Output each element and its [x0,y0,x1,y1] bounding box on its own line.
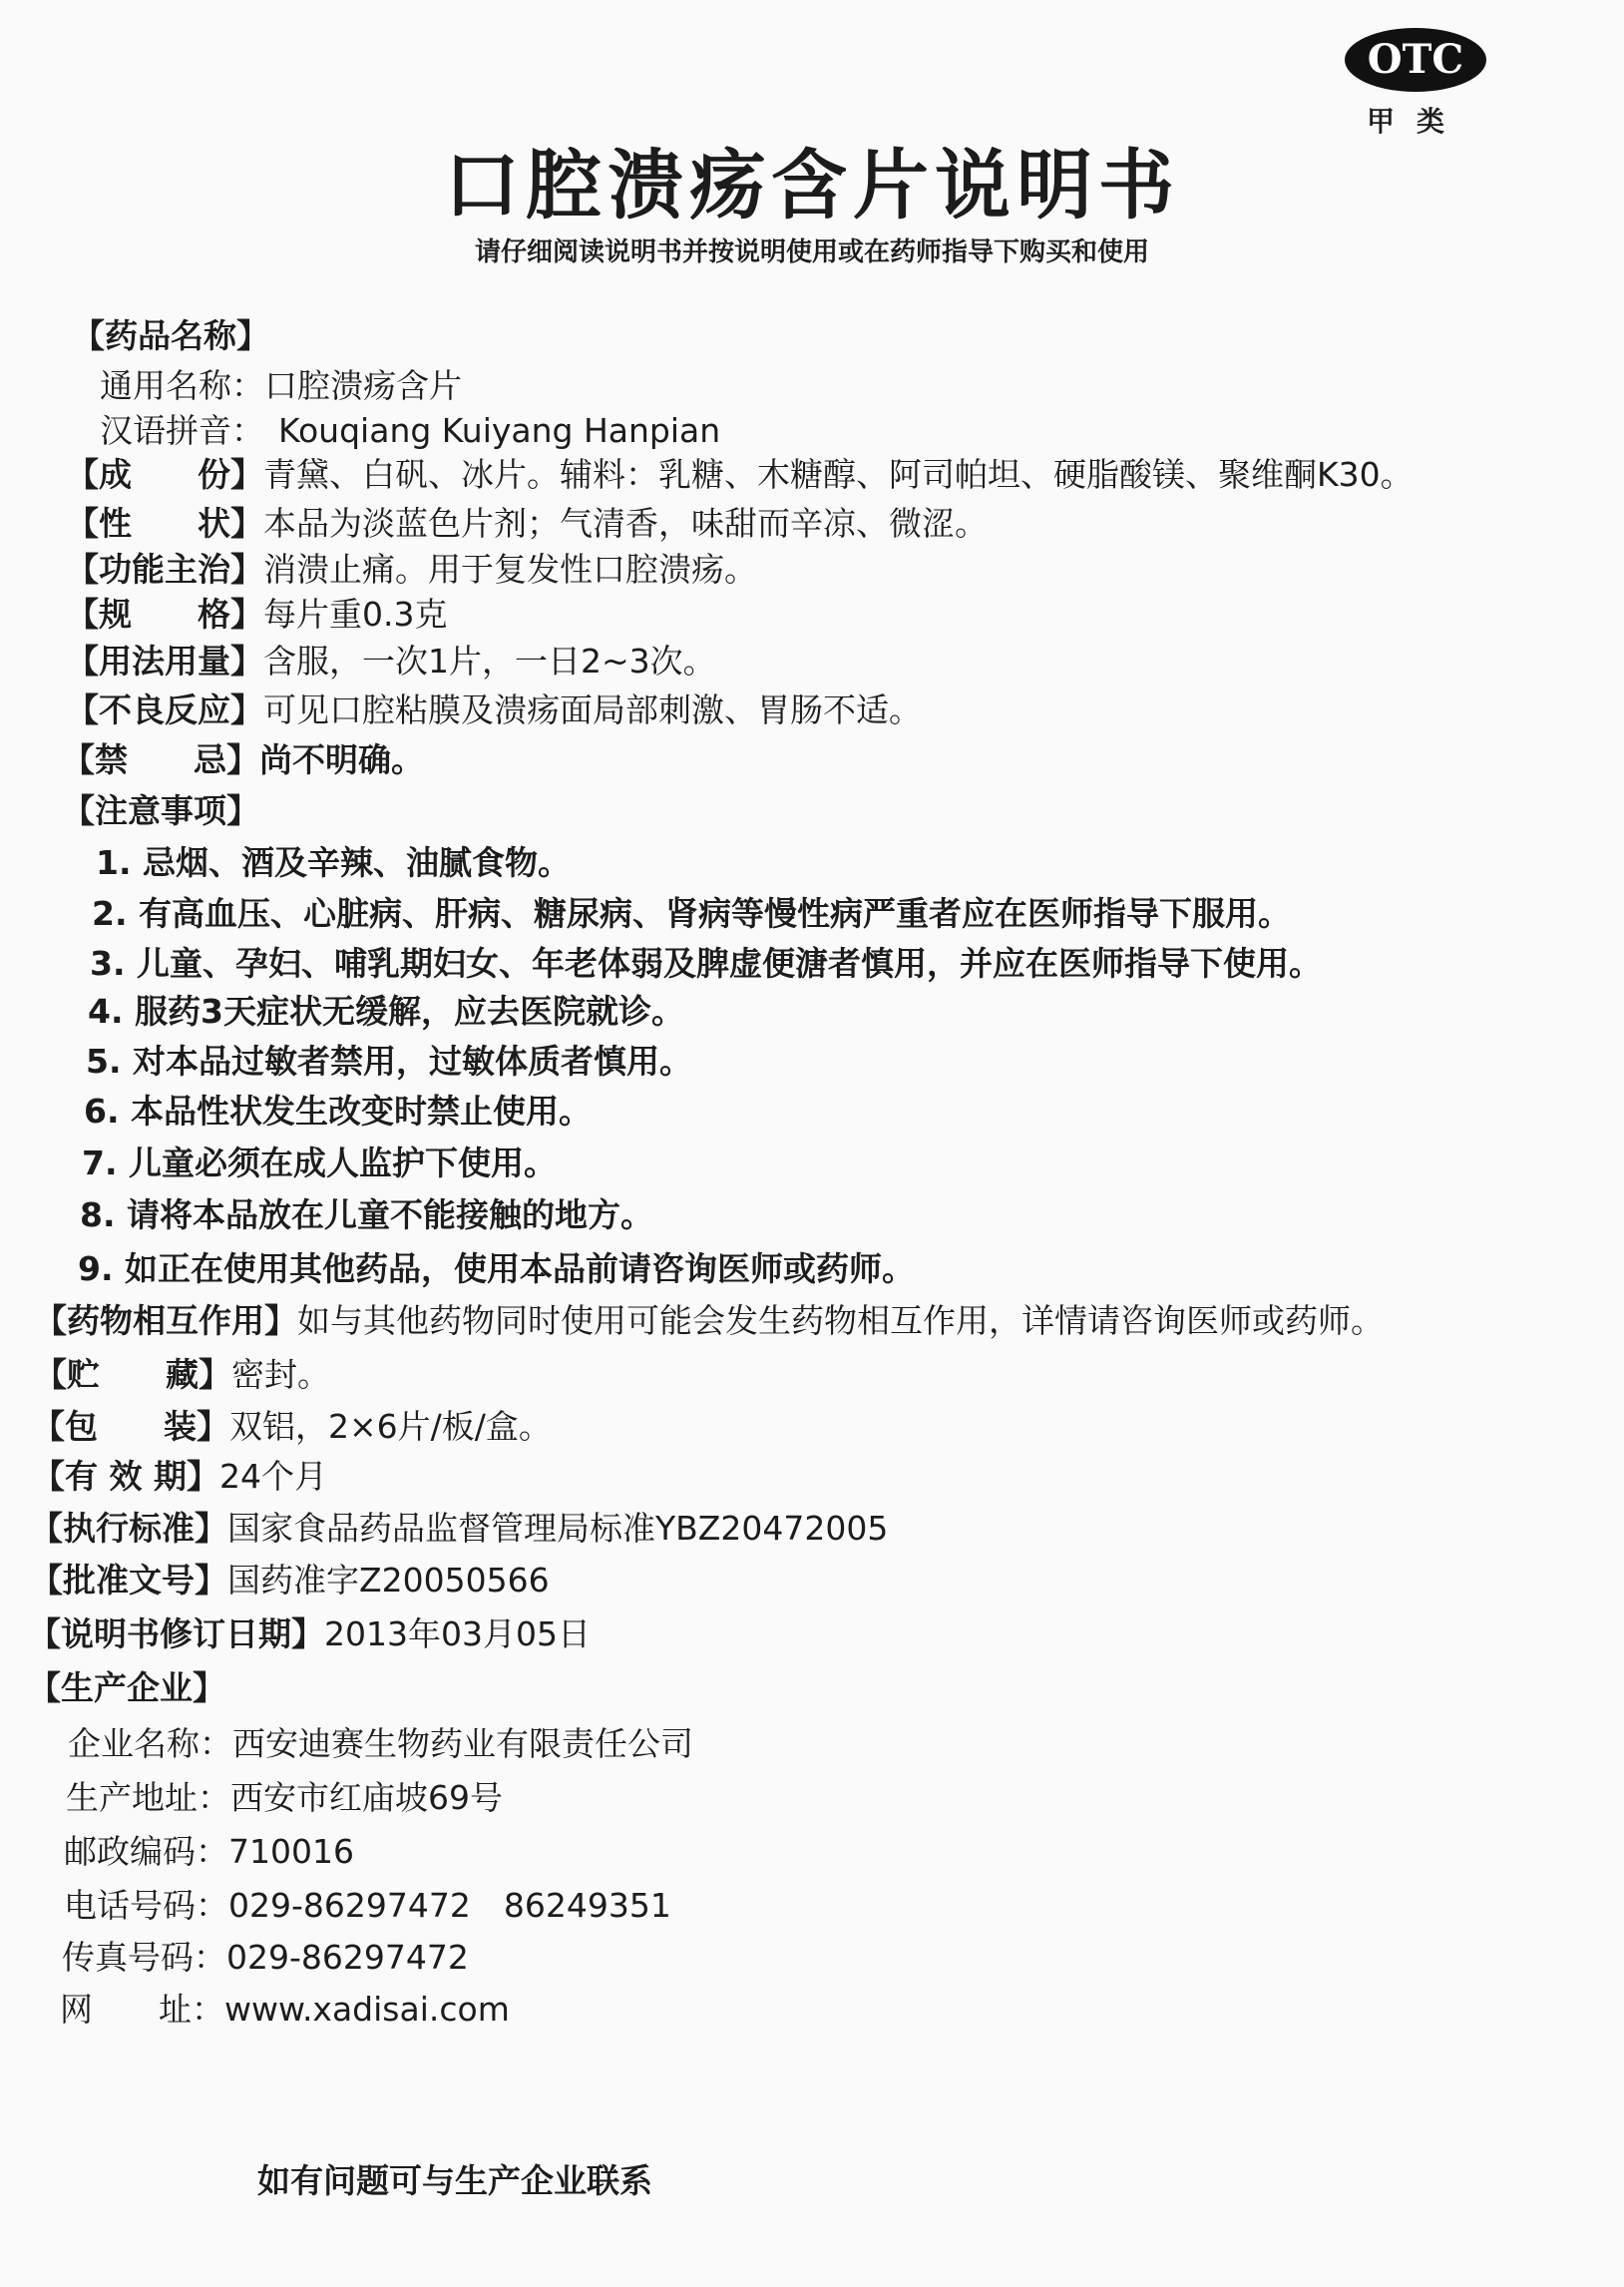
ingredients-label: 【成 份】 [66,455,263,494]
package-value: 双铝，2×6片/板/盒。 [229,1407,552,1446]
precaution-item: 7. 儿童必须在成人监护下使用。 [82,1144,557,1182]
postcode-value: 710016 [228,1832,354,1871]
appearance-row [66,502,988,546]
adverse-label: 【不良反应】 [66,690,263,729]
address-label: 生产地址： [66,1778,230,1817]
interactions-label: 【药物相互作用】 [34,1301,297,1340]
otc-class-label: 甲类 [1366,105,1466,138]
precaution-item: 8. 请将本品放在儿童不能接触的地方。 [80,1195,653,1234]
standard-value: 国家食品药品监督管理局标准YBZ20472005 [227,1509,889,1548]
precaution-item: 1. 忌烟、酒及辛辣、油腻食物。 [96,843,571,882]
generic-name-value: 口腔溃疡含片 [264,366,462,405]
package-label: 【包 装】 [32,1407,229,1446]
expiry-row [32,1455,327,1499]
ingredients-row [66,453,1414,497]
approval-value: 国药准字Z20050566 [227,1561,550,1600]
contraindications-value: 尚不明确。 [259,740,424,779]
footer-note: 如有问题可与生产企业联系 [257,2161,652,2200]
contraindications-row [62,738,424,782]
website-label: 网 址： [60,1990,224,2029]
otc-badge: OTC [1345,28,1486,92]
storage-row [34,1353,330,1397]
appearance-label: 【性 状】 [66,504,263,543]
page-subtitle: 请仔细阅读说明书并按说明使用或在药师指导下购买和使用 [474,237,1149,267]
adverse-value: 可见口腔粘膜及溃疡面局部刺激、胃肠不适。 [263,690,922,729]
pinyin-row [100,409,720,453]
appearance-value: 本品为淡蓝色片剂；气清香，味甜而辛凉、微涩。 [263,504,988,543]
precaution-item: 2. 有高血压、心脏病、肝病、糖尿病、肾病等慢性病严重者应在医师指导下服用。 [92,894,1291,933]
dosage-value: 含服，一次1片，一日2~3次。 [263,642,716,681]
indications-label: 【功能主治】 [66,550,263,589]
expiry-label: 【有 效 期】 [32,1457,219,1496]
revision-value: 2013年03月05日 [324,1614,591,1653]
specification-value: 每片重0.3克 [263,595,448,634]
revision-row [28,1612,591,1656]
address-value: 西安市红庙坡69号 [230,1778,503,1817]
expiry-value: 24个月 [218,1457,327,1496]
website-row [60,1988,510,2032]
standard-row [30,1507,888,1551]
interactions-row [34,1299,1384,1343]
website-value: www.xadisai.com [224,1990,510,2029]
approval-label: 【批准文号】 [30,1561,227,1600]
postcode-row [64,1830,354,1874]
storage-label: 【贮 藏】 [34,1355,231,1394]
phone-row [64,1884,671,1928]
company-name-row [68,1722,693,1766]
phone-label: 电话号码： [64,1886,228,1925]
precaution-item: 3. 儿童、孕妇、哺乳期妇女、年老体弱及脾虚便溏者慎用，并应在医师指导下使用。 [90,944,1322,983]
precaution-item: 5. 对本品过敏者禁用，过敏体质者慎用。 [86,1042,692,1081]
generic-name-label: 通用名称： [100,366,264,405]
precaution-item: 6. 本品性状发生改变时禁止使用。 [84,1092,592,1131]
specification-label: 【规 格】 [66,595,263,634]
ingredients-value: 青黛、白矾、冰片。辅料：乳糖、木糖醇、阿司帕坦、硬脂酸镁、聚维酮K30。 [263,455,1414,494]
page-title: 口腔溃疡含片说明书 [444,141,1180,229]
interactions-value: 如与其他药物同时使用可能会发生药物相互作用，详情请咨询医师或药师。 [297,1301,1384,1340]
pinyin-label: 汉语拼音： [100,411,264,450]
standard-label: 【执行标准】 [30,1509,227,1548]
generic-name-row [100,364,462,408]
storage-value: 密封。 [231,1355,330,1394]
precaution-item: 4. 服药3天症状无缓解，应去医院就诊。 [88,992,684,1031]
fax-row [62,1936,469,1980]
revision-label: 【说明书修订日期】 [28,1614,324,1653]
postcode-label: 邮政编码： [64,1832,228,1871]
company-name-label: 企业名称： [68,1724,232,1763]
address-row [66,1776,503,1820]
approval-row [30,1559,550,1602]
adverse-row [66,688,922,732]
dosage-row [66,640,716,684]
pinyin-value: Kouqiang Kuiyang Hanpian [278,411,721,450]
manufacturer-heading: 【生产企业】 [28,1668,225,1707]
drug-name-heading: 【药品名称】 [72,316,269,355]
phone-value: 029-86297472 86249351 [228,1886,671,1925]
precaution-item: 9. 如正在使用其他药品，使用本品前请咨询医师或药师。 [78,1249,915,1288]
dosage-label: 【用法用量】 [66,642,263,681]
indications-value: 消溃止痛。用于复发性口腔溃疡。 [263,550,757,589]
specification-row [66,593,447,637]
precautions-heading: 【注意事项】 [62,791,259,830]
contraindications-label: 【禁 忌】 [62,740,259,779]
company-name-value: 西安迪赛生物药业有限责任公司 [232,1724,693,1763]
package-row [32,1405,552,1449]
fax-label: 传真号码： [62,1938,226,1977]
fax-value: 029-86297472 [226,1938,469,1977]
indications-row [66,548,757,592]
